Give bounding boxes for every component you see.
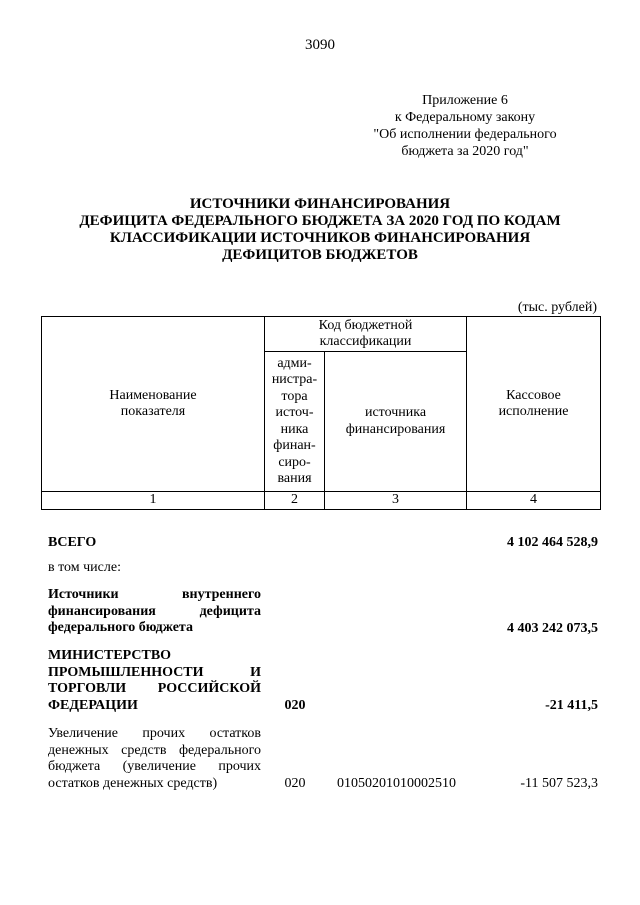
- row-ministry-line: ПРОМЫШЛЕННОСТИ И: [48, 664, 261, 680]
- row-domestic-line: финансирования дефицита: [48, 603, 261, 619]
- header-admin-line: вания: [277, 471, 312, 486]
- title-line: КЛАССИФИКАЦИИ ИСТОЧНИКОВ ФИНАНСИРОВАНИЯ: [109, 230, 531, 246]
- title-line: ДЕФИЦИТА ФЕДЕРАЛЬНОГО БЮДЖЕТА ЗА 2020 ГОД ПО КОДАМ: [79, 213, 561, 229]
- appendix-line: к Федеральному закону: [394, 110, 536, 125]
- header-name-line: Наименование: [109, 387, 197, 403]
- row-domestic-amount: 4 403 242 073,5: [507, 621, 598, 636]
- row-ministry-name: [48, 648, 261, 714]
- row-ministry-line: ТОРГОВЛИ РОССИЙСКОЙ: [48, 681, 261, 696]
- title-line: ИСТОЧНИКИ ФИНАНСИРОВАНИЯ: [189, 196, 451, 212]
- row-increase-line: Увеличение прочих остатков: [48, 726, 261, 741]
- header-admin-line: адми-: [277, 355, 312, 371]
- header-name-cell: [42, 317, 265, 492]
- row-including-label: в том числе:: [48, 560, 121, 575]
- column-number: 1: [42, 492, 265, 510]
- row-ministry-amount: -21 411,5: [545, 698, 598, 713]
- appendix-line: бюджета за 2020 год": [401, 144, 529, 159]
- page-number: 3090: [305, 37, 335, 53]
- header-admin-line: тора: [281, 388, 308, 404]
- header-name-line: показателя: [120, 404, 186, 419]
- header-code-group-line: Код бюджетной: [318, 317, 413, 333]
- header-cash-line: Кассовое: [506, 387, 561, 403]
- column-number: 4: [467, 492, 601, 510]
- header-code-group-cell: [265, 317, 467, 352]
- header-source-cell: [325, 352, 467, 492]
- appendix-note: [360, 92, 570, 160]
- column-number: 2: [265, 492, 325, 510]
- header-code-group-line: классификации: [319, 334, 412, 349]
- header-admin-line: ника: [280, 421, 309, 437]
- row-increase-name: [48, 726, 261, 792]
- row-domestic-line: Источники внутреннего: [48, 587, 261, 602]
- row-increase-amount: -11 507 523,3: [520, 776, 598, 791]
- header-admin-cell: [265, 352, 325, 492]
- row-domestic-name: [48, 587, 261, 637]
- appendix-line: Приложение 6: [422, 93, 508, 108]
- title-line: ДЕФИЦИТОВ БЮДЖЕТОВ: [222, 247, 418, 263]
- row-total-name: ВСЕГО: [48, 535, 97, 550]
- document-title: [40, 196, 600, 264]
- units-label: (тыс. рублей): [517, 300, 597, 315]
- column-number: 3: [325, 492, 467, 510]
- row-ministry-admin-code: 020: [284, 698, 306, 713]
- header-admin-line: нистра-: [271, 372, 318, 387]
- row-increase-source-code: 01050201010002510: [337, 776, 456, 791]
- header-admin-line: источ-: [275, 405, 314, 420]
- header-admin-line: сиро-: [278, 454, 311, 470]
- header-table: [41, 316, 601, 510]
- header-cash-line: исполнение: [498, 404, 569, 419]
- row-increase-admin-code: 020: [284, 776, 306, 791]
- header-source-line: финансирования: [345, 421, 446, 437]
- header-cash-cell: [467, 317, 601, 492]
- row-total-amount: 4 102 464 528,9: [507, 535, 598, 550]
- header-admin-line: финан-: [273, 438, 316, 453]
- row-ministry-line: ФЕДЕРАЦИИ: [48, 697, 138, 713]
- appendix-line: "Об исполнении федерального: [373, 127, 557, 142]
- header-source-line: источника: [364, 405, 427, 420]
- row-increase-line: остатков денежных средств): [48, 775, 218, 791]
- row-increase-line: бюджета (увеличение прочих: [48, 759, 261, 774]
- row-ministry-line: МИНИСТЕРСТВО: [48, 648, 172, 663]
- row-increase-line: денежных средств федерального: [48, 742, 261, 758]
- row-domestic-line: федерального бюджета: [48, 620, 193, 635]
